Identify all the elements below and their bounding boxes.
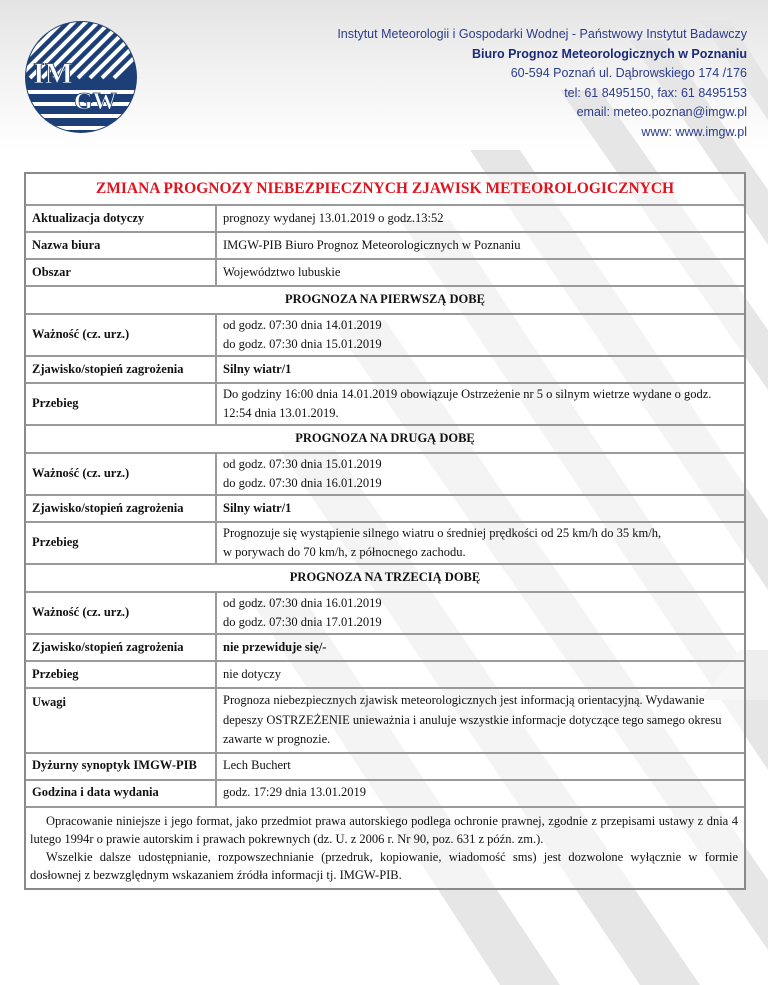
table-row: [26, 496, 744, 523]
forecast-table: [24, 172, 746, 890]
table-row: [26, 662, 744, 689]
issued-value: godz. 17:29 dnia 13.01.2019: [217, 781, 744, 808]
validity-to: do godz. 07:30 dnia 16.01.2019: [223, 476, 382, 490]
phenomenon-label: Zjawisko/stopień zagrożenia: [26, 635, 217, 662]
table-row: [26, 384, 744, 426]
copyright-notice: [26, 808, 744, 888]
notes-value: Prognoza niebezpiecznych zjawisk meteorologicznych jest informacją orientacyjną. Wydawanie depeszy OSTRZEŻENIE unieważnia i anuluje wszystkie informacje dotyczące tego samego okresu zawarte w prognozie.: [217, 689, 744, 754]
table-row: [26, 689, 744, 754]
update-ref-label: Aktualizacja dotyczy: [26, 206, 217, 233]
table-row: [26, 206, 744, 233]
phenomenon-label: Zjawisko/stopień zagrożenia: [26, 357, 217, 384]
validity-value: [217, 315, 744, 357]
imgw-logo: [24, 20, 138, 134]
course-label: Przebieg: [26, 662, 217, 689]
forecaster-label: Dyżurny synoptyk IMGW-PIB: [26, 754, 217, 781]
table-row: [26, 781, 744, 808]
validity-label: Ważność (cz. urz.): [26, 593, 217, 635]
area-value: Województwo lubuskie: [217, 260, 744, 287]
distribution-paragraph: Wszelkie dalsze udostępnianie, rozpowszechnianie (przedruk, kopiowanie, wiadomość sms) jest dozwolone wyłącznie w formie dosłownej z bezwzględnym wskazaniem źródła informacji tj. IMGW-PIB.: [30, 849, 738, 882]
office-name: Biuro Prognoz Meteorologicznych w Poznaniu: [471, 46, 747, 61]
table-row: [26, 315, 744, 357]
institute-name: Instytut Meteorologii i Gospodarki Wodnej - Państwowy Instytut Badawczy: [337, 27, 747, 41]
course-label: Przebieg: [26, 523, 217, 565]
organization-contact-block: [337, 25, 747, 142]
validity-from: od godz. 07:30 dnia 14.01.2019: [223, 317, 382, 332]
update-ref-value: prognozy wydanej 13.01.2019 o godz.13:52: [217, 206, 744, 233]
course-line: w porywach do 70 km/h, z północnego zachodu.: [223, 545, 466, 559]
table-row: [26, 357, 744, 384]
svg-text:IM: IM: [33, 57, 73, 90]
section-heading-day2: PROGNOZA NA DRUGĄ DOBĘ: [26, 426, 744, 454]
course-value: [217, 523, 744, 565]
notes-label: Uwagi: [26, 689, 217, 754]
course-line: Prognozuje się wystąpienie silnego wiatru o średniej prędkości od 25 km/h do 35 km/h,: [223, 525, 662, 540]
validity-from: od godz. 07:30 dnia 15.01.2019: [223, 456, 382, 471]
course-label: Przebieg: [26, 384, 217, 426]
validity-to: do godz. 07:30 dnia 15.01.2019: [223, 337, 382, 351]
office-label: Nazwa biura: [26, 233, 217, 260]
email[interactable]: email: meteo.poznan@imgw.pl: [576, 105, 747, 119]
document-title: ZMIANA PROGNOZY NIEBEZPIECZNYCH ZJAWISK METEOROLOGICZNYCH: [26, 174, 744, 206]
phone-fax: tel: 61 8495150, fax: 61 8495153: [564, 85, 747, 100]
table-row: [26, 523, 744, 565]
phenomenon-value: nie przewiduje się/-: [217, 635, 744, 662]
table-row: [26, 635, 744, 662]
issued-label: Godzina i data wydania: [26, 781, 217, 808]
address: 60-594 Poznań ul. Dąbrowskiego 174 /176: [510, 66, 747, 80]
phenomenon-value: Silny wiatr/1: [217, 496, 744, 523]
course-value: nie dotyczy: [217, 662, 744, 689]
validity-from: od godz. 07:30 dnia 16.01.2019: [223, 595, 382, 610]
phenomenon-value: Silny wiatr/1: [217, 357, 744, 384]
copyright-paragraph: Opracowanie niniejsze i jego format, jako przedmiot prawa autorskiego podlega ochronie prawnej, zgodnie z przepisami ustawy z dnia 4 lutego 1994r o prawie autorskim i prawach pokrewnych (dz. U. z 2006 r. Nr 90, poz. 631 z późn. zm.).: [30, 813, 738, 846]
validity-value: [217, 593, 744, 635]
table-row: [26, 233, 744, 260]
forecaster-value: Lech Buchert: [217, 754, 744, 781]
area-label: Obszar: [26, 260, 217, 287]
section-heading-day3: PROGNOZA NA TRZECIĄ DOBĘ: [26, 565, 744, 593]
validity-value: [217, 454, 744, 496]
table-row: [26, 593, 744, 635]
svg-text:GW: GW: [74, 89, 117, 115]
table-row: [26, 454, 744, 496]
validity-label: Ważność (cz. urz.): [26, 454, 217, 496]
validity-label: Ważność (cz. urz.): [26, 315, 217, 357]
course-value: Do godziny 16:00 dnia 14.01.2019 obowiązuje Ostrzeżenie nr 5 o silnym wietrze wydane o godz. 12:54 dnia 13.01.2019.: [217, 384, 744, 426]
table-row: [26, 754, 744, 781]
validity-to: do godz. 07:30 dnia 17.01.2019: [223, 615, 382, 629]
phenomenon-label: Zjawisko/stopień zagrożenia: [26, 496, 217, 523]
website[interactable]: www: www.imgw.pl: [641, 124, 747, 139]
section-heading-day1: PROGNOZA NA PIERWSZĄ DOBĘ: [26, 287, 744, 315]
table-row: [26, 260, 744, 287]
office-value: IMGW-PIB Biuro Prognoz Meteorologicznych w Poznaniu: [217, 233, 744, 260]
